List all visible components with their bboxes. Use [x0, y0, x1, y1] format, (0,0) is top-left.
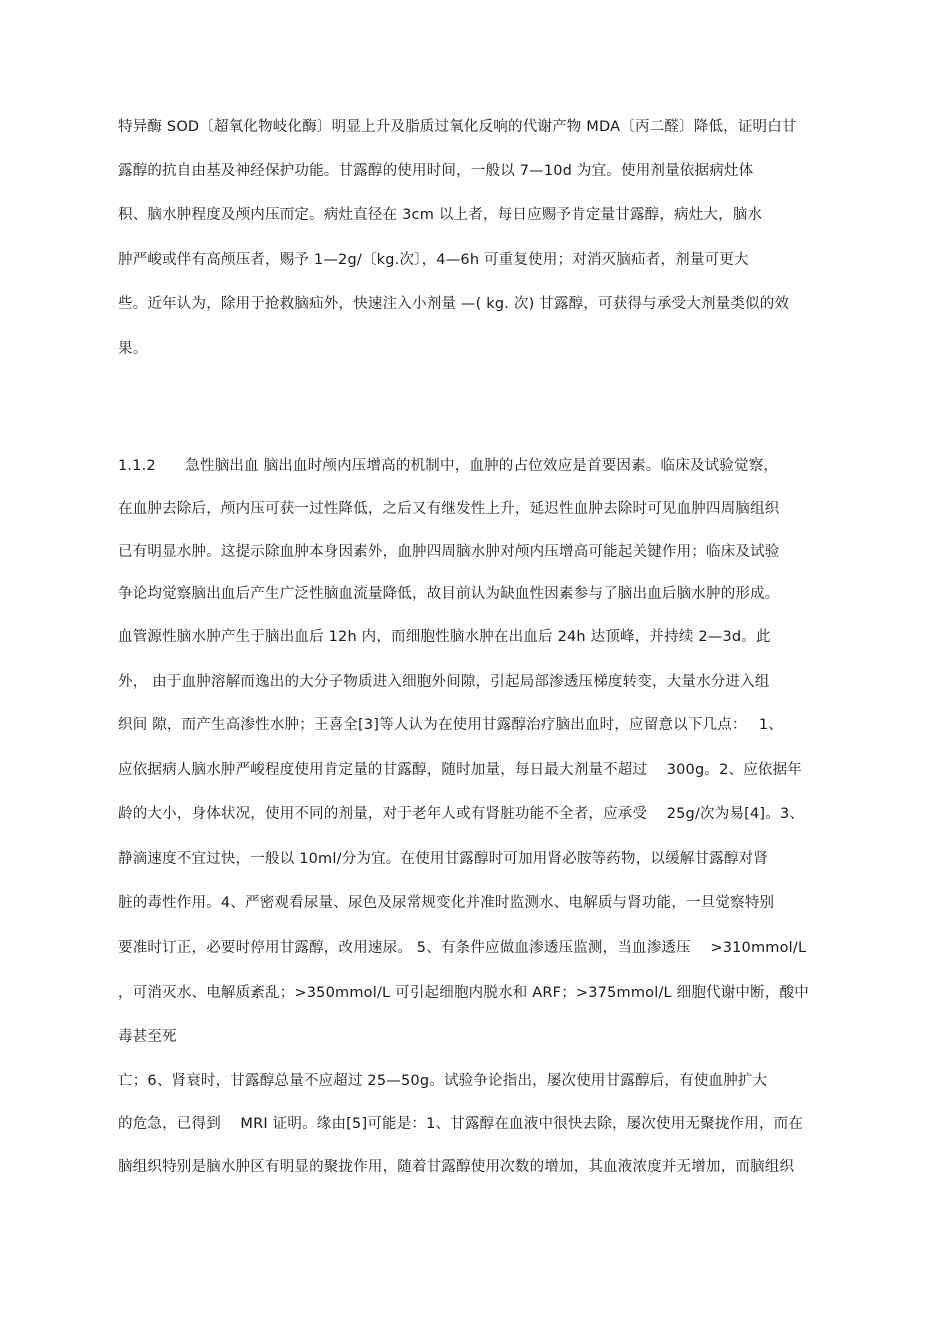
- text-line: 血管源性脑水肿产生于脑出血后 12h 内，而细胞性脑水肿在出血后 24h 达顶峰，并持续 2—3d。此: [118, 629, 771, 645]
- text-line: 露醇的抗自由基及神经保护功能。甘露醇的使用时间，一般以 7—10d 为宜。使用剂量依据病灶体: [118, 163, 754, 179]
- text-line: 1.1.2 急性脑出血 脑出血时颅内压增高的机制中，血肿的占位效应是首要因素。临床及试验觉察，: [118, 458, 779, 474]
- text-line: 积、脑水肿程度及颅内压而定。病灶直径在 3cm 以上者，每日应赐予肯定量甘露醇，病灶大，脑水: [118, 207, 763, 223]
- text-line: 脑组织特别是脑水肿区有明显的聚拢作用，随着甘露醇使用次数的增加，其血液浓度并无增加，而脑组织: [118, 1159, 795, 1175]
- text-line: 要准时订正，必要时停用甘露醇，改用速尿。 5、有条件应做血渗透压监测，当血渗透压 >310mmol/L: [118, 940, 807, 956]
- text-line: 毒甚至死: [118, 1029, 177, 1045]
- text-line: 静滴速度不宜过快，一般以 10ml/分为宜。在使用甘露醇时可加用肾必胺等药物，以缓解甘露醇对肾: [118, 851, 768, 867]
- text-line: 应依据病人脑水肿严峻程度使用肯定量的甘露醇，随时加量，每日最大剂量不超过 300g。2、应依据年: [118, 762, 803, 778]
- text-line: 的危急，已得到 MRI 证明。缘由[5]可能是：1、甘露醇在血液中很快去除，屡次使用无聚拢作用，而在: [118, 1116, 804, 1132]
- text-line: 织间 隙，而产生高渗性水肿；王喜全[3]等人认为在使用甘露醇治疗脑出血时，应留意以下几点： 1、: [118, 717, 784, 733]
- text-line: 争论均觉察脑出血后产生广泛性脑血流量降低，故目前认为缺血性因素参与了脑出血后脑水肿的形成。: [118, 586, 780, 602]
- text-line: 在血肿去除后，颅内压可获一过性降低，之后又有继发性上升，延迟性血肿去除时可见血肿四周脑组织: [118, 501, 780, 517]
- text-line: 果。: [118, 341, 148, 357]
- text-line: 外， 由于血肿溶解而逸出的大分子物质进入细胞外间隙，引起局部渗透压梯度转变，大量水分进入组: [118, 674, 770, 690]
- text-line: 些。近年认为，除用于抢救脑疝外，快速注入小剂量 —( kg. 次) 甘露醇，可获得与承受大剂量类似的效: [118, 296, 790, 312]
- text-line: 特异酶 SOD〔超氧化物岐化酶〕明显上升及脂质过氧化反响的代谢产物 MDA〔丙二醛〕降低，证明白甘: [118, 119, 797, 135]
- text-line: 肿严峻或伴有高颅压者，赐予 1—2g/〔kg.次〕，4—6h 可重复使用；对消灭脑疝者，剂量可更大: [118, 252, 749, 268]
- text-line: 亡；6、肾衰时，甘露醇总量不应超过 25—50g。试验争论指出，屡次使用甘露醇后，有使血肿扩大: [118, 1073, 768, 1089]
- text-line: 脏的毒性作用。4、严密观看尿量、尿色及尿常规变化并准时监测水、电解质与肾功能，一旦觉察特别: [118, 895, 775, 911]
- text-line: 已有明显水肿。这提示除血肿本身因素外，血肿四周脑水肿对颅内压增高可能起关键作用；临床及试验: [118, 544, 780, 560]
- text-line: 龄的大小，身体状况，使用不同的剂量，对于老年人或有肾脏功能不全者，应承受 25g/次为易[4]。3、: [118, 806, 805, 822]
- text-line: ，可消灭水、电解质紊乱；>350mmol/L 可引起细胞内脱水和 ARF；>375mmol/L 细胞代谢中断，酸中: [118, 985, 809, 1001]
